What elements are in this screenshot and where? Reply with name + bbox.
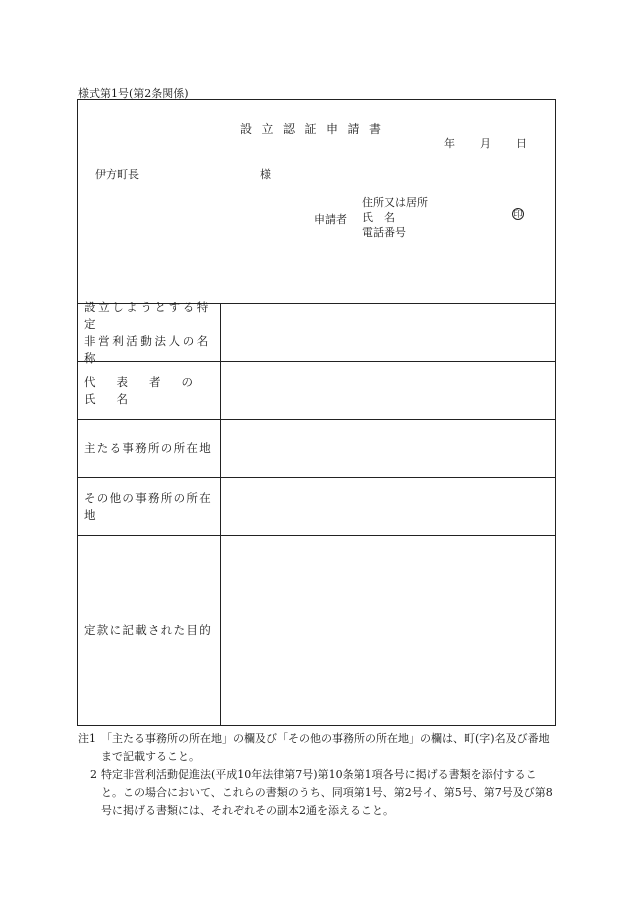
form-header	[78, 100, 555, 303]
row-label: 定款に記載された目的	[78, 536, 221, 725]
table-row	[78, 477, 555, 535]
row-label: その他の事務所の所在地	[78, 478, 221, 535]
purpose-field[interactable]	[221, 536, 555, 725]
date-day: 日	[516, 137, 527, 150]
other-office-address-field[interactable]	[221, 478, 555, 535]
note-number: 注1	[78, 732, 96, 745]
row-label-line: 設立しようとする特定	[84, 299, 211, 331]
organization-name-field[interactable]	[221, 304, 555, 361]
name-label: 氏 名	[362, 211, 395, 224]
form-title: 設立認証申請書	[240, 122, 391, 136]
date-year: 年	[444, 137, 455, 150]
notes	[78, 730, 558, 820]
applicant-label: 申請者	[314, 213, 347, 226]
row-label: 代表者の氏名	[78, 362, 221, 419]
row-label	[78, 299, 221, 365]
row-label: 主たる事務所の所在地	[78, 420, 221, 477]
table-row	[78, 419, 555, 477]
form-number-label: 様式第1号(第2条関係)	[78, 87, 189, 100]
main-office-address-field[interactable]	[221, 420, 555, 477]
date-month: 月	[480, 137, 491, 150]
note-number: 2	[90, 768, 97, 781]
representative-name-field[interactable]	[221, 362, 555, 419]
note-text: 特定非営利活動促進法(平成10年法律第7号)第10条第1項各号に掲げる書類を添付すること。この場合において、これらの書類のうち、同項第1号、第2号イ、第5号、第7号及び第8号に掲げる書類には、それぞれその副本2通を添えること。	[101, 768, 553, 817]
note-item	[78, 730, 558, 766]
seal-mark: 印	[513, 210, 523, 220]
applicant-fields	[362, 195, 428, 240]
address-label: 住所又は居所	[362, 196, 428, 209]
honorific: 様	[260, 168, 271, 181]
table-row	[78, 535, 555, 725]
table-row	[78, 361, 555, 419]
phone-label: 電話番号	[362, 226, 406, 239]
note-item	[78, 766, 558, 820]
row-label-line: 非営利活動法人の名称	[84, 333, 211, 365]
table-row	[78, 299, 555, 365]
recipient: 伊方町長	[95, 168, 139, 181]
note-text: 「主たる事務所の所在地」の欄及び「その他の事務所の所在地」の欄は、町(字)名及び番地まで記載すること。	[101, 732, 550, 763]
application-form	[77, 99, 556, 726]
